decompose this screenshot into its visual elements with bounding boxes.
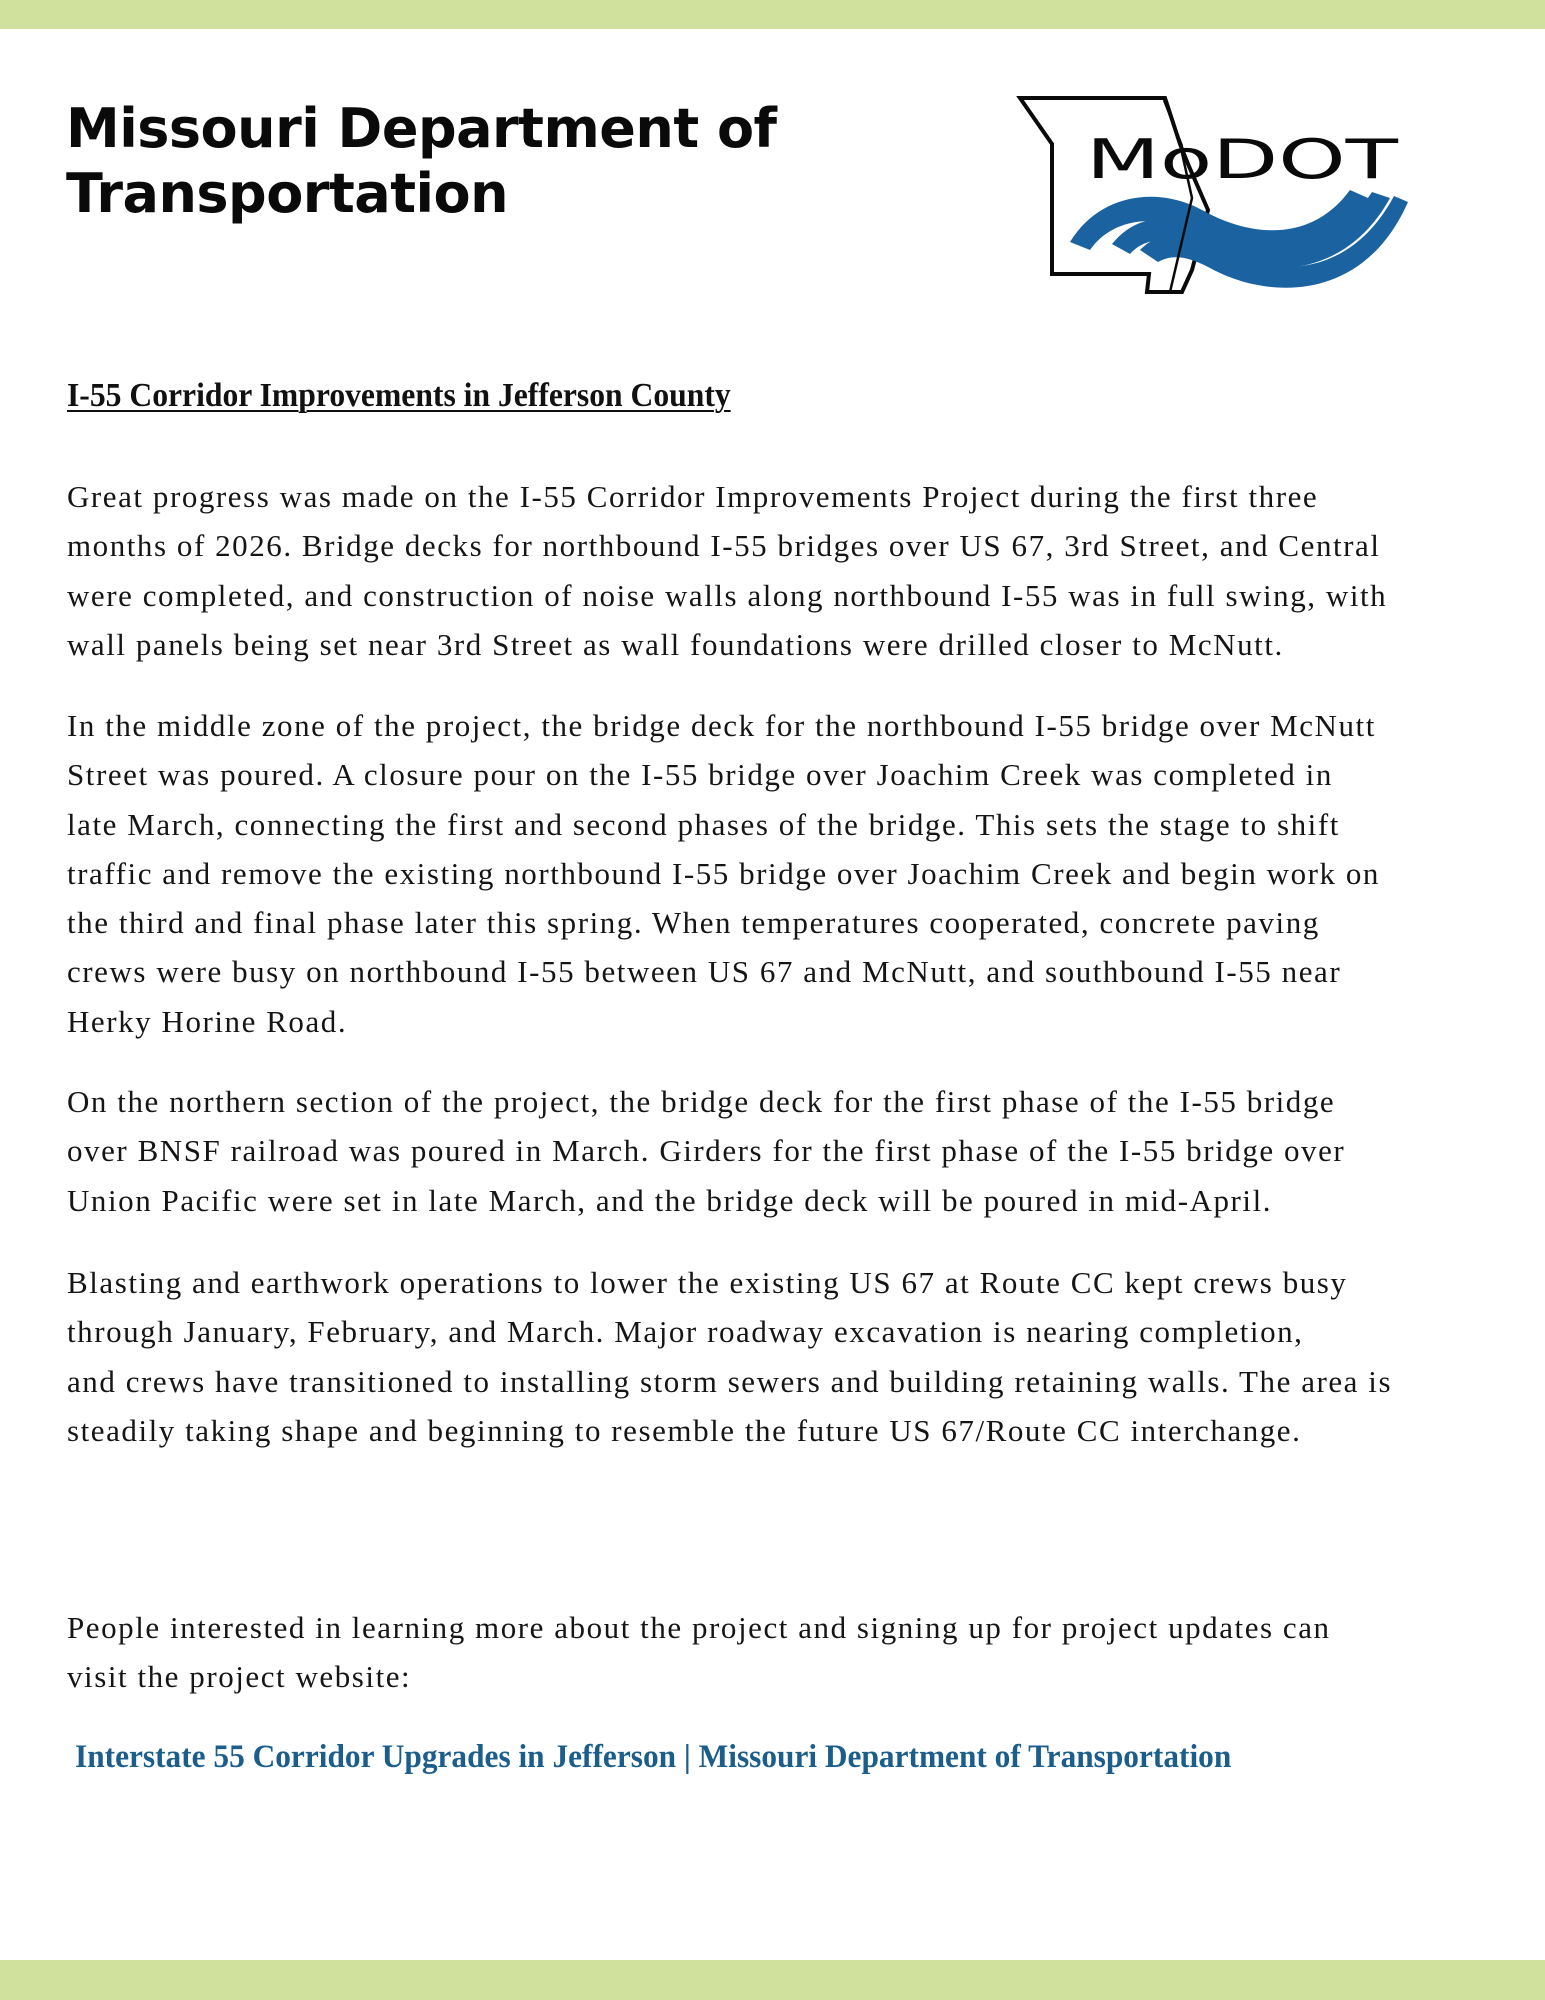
text-line: visit the project website: (67, 1659, 412, 1695)
organization-title-line: Missouri Department of (66, 97, 777, 160)
text-line: were completed, and construction of noise walls along northbound I-55 was in full swing, with (67, 577, 1388, 613)
text-line: wall panels being set near 3rd Street as wall foundations were drilled closer to McNutt. (67, 626, 1284, 662)
paragraph-website-invite (67, 1603, 1331, 1702)
text-line: through January, February, and March. Major roadway excavation is nearing completion, (67, 1314, 1304, 1350)
text-line: Great progress was made on the I-55 Corridor Improvements Project during the first three (67, 479, 1319, 514)
logo-wordmark: MoDOT (1086, 128, 1400, 191)
paragraph-northern-section (67, 1077, 1345, 1225)
paragraph-us67-route-cc (67, 1258, 1392, 1455)
organization-title (66, 96, 777, 226)
document-heading: I-55 Corridor Improvements in Jefferson County (67, 377, 731, 414)
text-line: the third and final phase later this spring. When temperatures cooperated, concrete paving (67, 905, 1320, 941)
text-line: Herky Horine Road. (67, 1003, 348, 1039)
top-accent-bar (0, 0, 1545, 29)
text-line: On the northern section of the project, the bridge deck for the first phase of the I-55 bridge (67, 1084, 1336, 1119)
text-line: In the middle zone of the project, the bridge deck for the northbound I-55 bridge over McNutt (67, 708, 1376, 743)
text-line: late March, connecting the first and second phases of the bridge. This sets the stage to shift (67, 806, 1340, 842)
text-line: over BNSF railroad was poured in March. Girders for the first phase of the I-55 bridge over (67, 1133, 1346, 1169)
modot-logo (1012, 92, 1412, 302)
text-line: traffic and remove the existing northbound I-55 bridge over Joachim Creek and begin work on (67, 855, 1380, 891)
paragraph-middle-zone (67, 701, 1380, 1046)
missouri-state-outline-with-waves-icon (1012, 92, 1412, 302)
paragraph-progress-summary (67, 472, 1387, 669)
text-line: and crews have transitioned to installing storm sewers and building retaining walls. The area is (67, 1363, 1393, 1399)
text-line: months of 2026. Bridge decks for northbound I-55 bridges over US 67, 3rd Street, and Central (67, 528, 1381, 564)
project-website-link[interactable]: Interstate 55 Corridor Upgrades in Jefferson | Missouri Department of Transportation (75, 1739, 1232, 1775)
text-line: People interested in learning more about the project and signing up for project updates can (67, 1610, 1331, 1645)
bottom-accent-bar (0, 1960, 1545, 2000)
text-line: Union Pacific were set in late March, and the bridge deck will be poured in mid-April. (67, 1182, 1273, 1218)
text-line: steadily taking shape and beginning to resemble the future US 67/Route CC interchange. (67, 1412, 1302, 1448)
text-line: crews were busy on northbound I-55 between US 67 and McNutt, and southbound I-55 near (67, 954, 1342, 990)
text-line: Street was poured. A closure pour on the I-55 bridge over Joachim Creek was completed in (67, 757, 1333, 793)
organization-title-line: Transportation (66, 162, 509, 225)
text-line: Blasting and earthwork operations to lower the existing US 67 at Route CC kept crews busy (67, 1265, 1348, 1300)
